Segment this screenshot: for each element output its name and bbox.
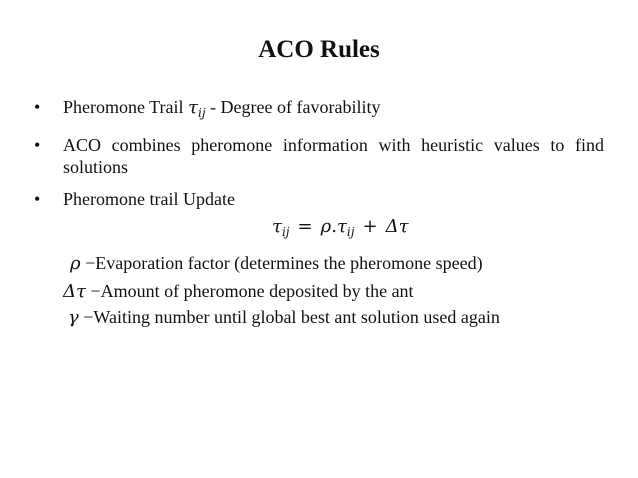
eq-rhs-sub: ij [346,225,355,239]
def-text: −Waiting number until global best ant solution used again [83,307,500,327]
definition-gamma [68,306,500,329]
def-symbol: Δτ [63,281,86,302]
def-symbol: γ [68,307,79,328]
bullet-text-after: - Degree of favorability [205,97,381,117]
eq-lhs-sub: ij [281,225,290,239]
bullet-marker: • [34,135,41,155]
bullet-text: ACO combines pheromone information with heuristic values to find solutions [63,135,604,177]
eq-plus: + [362,216,378,237]
bullet-text-before: Pheromone Trail [63,97,184,117]
eq-equals: = [297,216,313,237]
bullet-marker: • [34,189,41,209]
definition-delta-tau [63,280,414,303]
tau-symbol: τ [188,97,198,118]
def-text: −Amount of pheromone deposited by the ant [90,281,414,301]
eq-rhs-tau: τ [336,216,347,237]
tau-subscript: ij [197,106,206,120]
def-symbol: ρ [70,253,81,274]
eq-dot: . [331,216,337,237]
def-text: −Evaporation factor (determines the pheromone speed) [85,253,483,273]
bullet-text [63,96,604,119]
slide-title: ACO Rules [258,36,380,63]
update-equation [272,216,409,237]
eq-lhs-tau: τ [272,216,282,237]
definition-rho [70,252,483,275]
eq-rho: ρ [320,216,332,237]
bullet-marker: • [34,97,41,117]
eq-delta-tau: Δτ [385,216,409,237]
bullet-text: Pheromone trail Update [63,189,235,209]
